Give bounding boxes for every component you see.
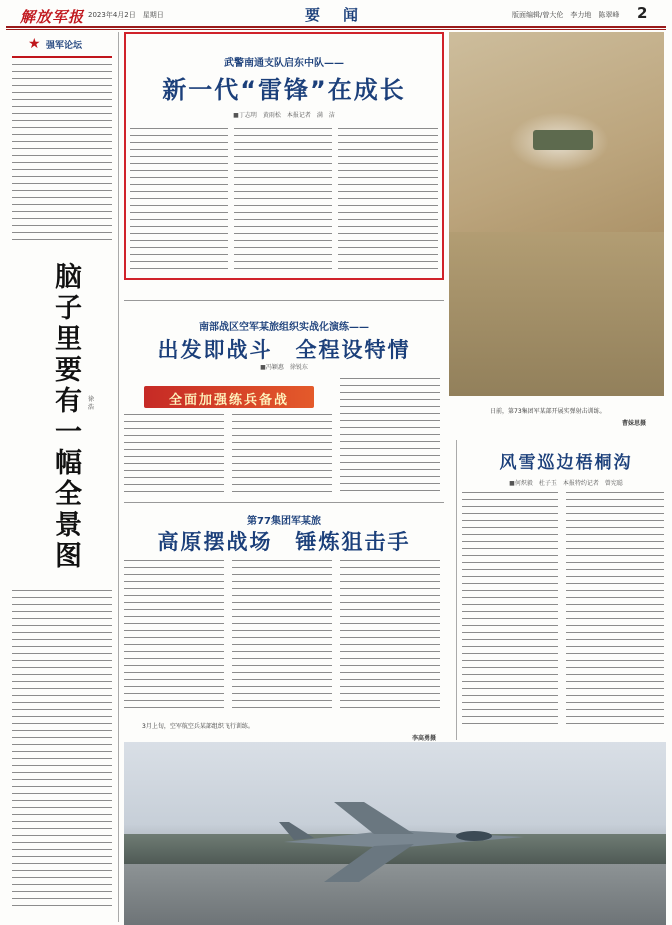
header-rule-thin	[6, 29, 666, 30]
newspaper-logo: 解放军报	[20, 8, 85, 26]
section-rule	[124, 502, 444, 503]
issue-date: 2023年4月2日 星期日	[88, 11, 164, 19]
photo-caption: 日前，第73集团军某部开展实弹射击训练。	[490, 408, 606, 415]
right-byline: ■何炽毅 杜子玉 本报特约记者 曾宪聪	[509, 480, 623, 487]
fighter-jet-icon	[274, 782, 534, 892]
mid-body-col3	[340, 378, 440, 498]
mid-byline: ■冯颖惠 徐锐东	[260, 364, 308, 371]
lead-body-col1	[130, 128, 228, 274]
commentary-intro-text	[12, 64, 112, 250]
training-photo	[449, 32, 664, 396]
header-rule	[6, 26, 666, 28]
photo-credit: 曹妹思摄	[622, 420, 647, 427]
mid-body-col1	[124, 414, 224, 498]
brigade-body-col2	[232, 560, 332, 716]
tag-underline	[12, 56, 112, 58]
mid-kicker: 南部战区空军某旅组织实战化演练——	[199, 322, 369, 333]
jet-photo-credit: 李高勇摄	[412, 735, 437, 742]
tank-icon	[533, 130, 593, 150]
mid-headline[interactable]: 出发即战斗 全程设特情	[157, 338, 411, 362]
lead-kicker: 武警南通支队启东中队——	[224, 58, 344, 69]
brigade-headline[interactable]: 高原摆战场 锤炼狙击手	[157, 530, 411, 554]
mid-body-col2	[232, 414, 332, 498]
banner-text: 全面加强练兵备战	[168, 393, 289, 408]
page-editors: 版面编辑/曾大伦 李力地 陈翠峰	[512, 11, 620, 19]
section-rule	[124, 300, 444, 301]
lead-body-col3	[338, 128, 438, 274]
commentary-author: 徐 浩	[88, 396, 101, 411]
section-title: 要 闻	[305, 6, 363, 24]
right-body-col2	[566, 492, 664, 736]
fighter-jet-photo	[124, 742, 666, 925]
lead-body-col2	[234, 128, 332, 274]
column-tag-label: 强军论坛	[46, 41, 83, 51]
jet-photo-caption: 3月上旬，空军航空兵某部组织飞行训练。	[142, 723, 254, 730]
lead-headline[interactable]: 新一代“雷锋”在成长	[162, 76, 406, 104]
column-tag	[28, 38, 98, 52]
right-headline[interactable]: 风雪巡边梧桐沟	[499, 453, 633, 473]
commentary-title: 脑子里要有一幅全景图	[55, 262, 82, 572]
column-divider	[456, 440, 457, 740]
column-divider	[118, 32, 119, 922]
lead-byline: ■丁志明 黄雨松 本报记者 满 洁	[233, 112, 335, 119]
masthead	[0, 0, 672, 28]
commentary-body-text	[12, 590, 112, 920]
star-icon: ★	[28, 36, 41, 52]
brigade-kicker: 第77集团军某旅	[247, 516, 321, 527]
brigade-body-col3	[340, 560, 440, 716]
right-body-col1	[462, 492, 558, 736]
page-number: 2	[637, 4, 648, 22]
brigade-body-col1	[124, 560, 224, 716]
banner-logo	[144, 386, 314, 408]
